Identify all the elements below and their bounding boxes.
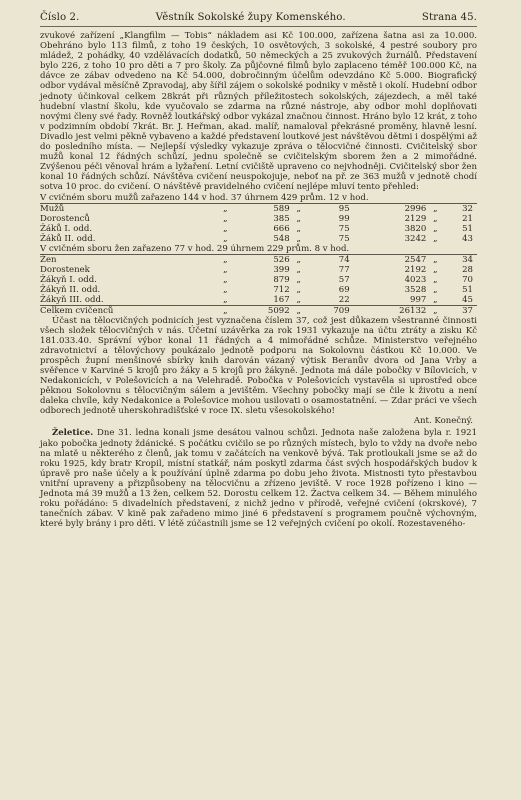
men-row bbox=[40, 224, 477, 234]
women-row bbox=[40, 254, 477, 265]
women-rows bbox=[40, 254, 477, 305]
women-row bbox=[40, 275, 477, 285]
total-label: Celkem cvičenců bbox=[40, 305, 220, 316]
quote-mark: „ bbox=[296, 203, 301, 214]
quote-mark: „ bbox=[296, 213, 301, 224]
quote-mark: „ bbox=[296, 294, 301, 305]
quote-mark: „ bbox=[430, 305, 440, 316]
value-b: 75 bbox=[338, 233, 350, 244]
quote-mark: „ bbox=[433, 213, 438, 224]
value-d: 45 bbox=[462, 294, 473, 305]
page-number: Strana 45. bbox=[421, 12, 477, 23]
women-row bbox=[40, 265, 477, 275]
men-heading: V cvičném sboru mužů zařazeno 144 v hod. 37 úhrnem 429 prům. 12 v hod. bbox=[40, 193, 477, 204]
value-a: 589 bbox=[273, 203, 290, 214]
value-d: 43 bbox=[462, 233, 473, 244]
quote-mark: „ bbox=[223, 254, 228, 265]
quote-mark: „ bbox=[223, 213, 228, 224]
quote-mark: „ bbox=[296, 284, 301, 295]
zeletice-title: Želetice. bbox=[52, 428, 94, 439]
row-label: Dorostenců bbox=[40, 213, 90, 224]
value-a: 385 bbox=[273, 213, 290, 224]
issue-number: Číslo 2. bbox=[40, 12, 80, 23]
value-b: 77 bbox=[338, 264, 350, 275]
men-row bbox=[40, 214, 477, 224]
value-c: 2129 bbox=[404, 213, 427, 224]
row-label: Mužů bbox=[40, 203, 65, 214]
quote-mark: „ bbox=[220, 305, 230, 316]
men-heading-row bbox=[40, 193, 477, 204]
value-c: 2996 bbox=[404, 203, 427, 214]
quote-mark: „ bbox=[223, 284, 228, 295]
value-c: 3528 bbox=[404, 284, 427, 295]
row-label: Žákyň III. odd. bbox=[40, 294, 104, 305]
value-b: 57 bbox=[338, 274, 350, 285]
value-a: 712 bbox=[273, 284, 290, 295]
row-label: Dorostenek bbox=[40, 264, 90, 275]
women-row bbox=[40, 285, 477, 295]
zeletice-text: Dne 31. ledna konali jsme desátou valnou schůzi. Jednota naše založena byla r. 1921 jako pobočka jednoty ždánické. S počátku cvičilo se po různých místech, bylo to vždy na dvoře nebo na mlatě u některého z členů, jak tomu v začátcích na venkově bývá. Tak protloukali jsme se až do roku 1925, kdy bratr Kropil, místní statkář, nám poskytl zdarma část svých hospodářských budov k úpravě pro naše účely a k používání úplně zdarma po dobu jeho života. Mistnosti tyto přestavbou vnitřní upraveny a přizpůsobeny na tělocvičnu a zřízeno jeviště. V roce 1928 pořízeno i kino — Jednota má 39 mužů a 13 žen, celkem 52. Dorostu celkem 12. Žactva celkem 34. — Během minulého roku pořádáno: 5 divadelních představení, z nichž jedno v přírodě, veřejné cvičení (okrskové), 7 tanečních zábav. V kině pak zařadeno mimo jiné 6 představení s programem poučně výchovným, které byly brány i pro děti. V létě zúčastnili jsme se 12 veřejných cvičení po okolí. Rozestaveného- bbox=[40, 428, 478, 530]
men-rows bbox=[40, 203, 477, 244]
men-row bbox=[40, 203, 477, 214]
quote-mark: „ bbox=[433, 294, 438, 305]
quote-mark: „ bbox=[433, 203, 438, 214]
quote-mark: „ bbox=[223, 223, 228, 234]
value-c: 997 bbox=[410, 294, 427, 305]
total-row bbox=[40, 305, 477, 316]
quote-mark: „ bbox=[433, 274, 438, 285]
value-b: 75 bbox=[338, 223, 350, 234]
value-b: 69 bbox=[338, 284, 350, 295]
quote-mark: „ bbox=[296, 254, 301, 265]
value-b: 74 bbox=[338, 254, 350, 265]
value-a: 399 bbox=[273, 264, 290, 275]
value-a: 167 bbox=[273, 294, 290, 305]
quote-mark: „ bbox=[296, 223, 301, 234]
intro-paragraph: zvukové zařízení „Klangfilm — Tobis“ nákladem asi Kč 100.000, zařízena šatna asi za 10.000. Obehráno bylo 113 filmů, z toho 19 českých, 10 osvětových, 3 sokolské, 4 pestré soubory pro mládež, 2 pohádky, 40 vzdělávacích dodatků, 50 německých a 25 zvukových žurnálů. Představení bylo 226, z toho 10 pro děti a 7 pro školy. Za půjčovné filmů bylo zaplaceno téměř 100.000 Kč, na dávce ze zábav odvedeno na Kč 54.000, dobročinným účelům odevzdáno Kč 5.000. Biografický odbor vydával měsíčně Zpravodaj, aby šířil zájem o sokolské podniky v městě i okolí. Hudební odbor jednoty účinkoval celkem 28krát při různých příležitostech sokolských, zájezdech, a měl také hudební vlastní školu, kde vyučovalo se zdarma na různé nástroje, aby odbor mohl doplňovati novými členy své řady. Rovněž loutkářský odbor vykázal značnou činnost. Hráno bylo 12 krát, z toho v podzimním období 7krát. Br. J. Heřman, akad. malíř, namaloval překrásné proměny, hlavně lesní. Divadlo jest velmi pěkně vybaveno a každé představení loutkové jest návštěvou dětmi i dospělými až do posledního místa. — Nejlepší výsledky vykazuje zpráva o tělocvičné činnosti. Cvičitelský sbor mužů konal 12 řádných schůzí, jednu společně se cvičitelským sborem žen a 2 mimořádné. Zvýšenou péči věnoval hrám a lyžaření. Letní cvičiště upraveno co nejvhodněji. Cvičitelský sbor žen konal 10 řádných schůzí. Návštěva cvičení neuspokojuje, neboť na př. ze 363 mužů v jednotě chodí sotva 10 proc. do cvičení. O návštěvě pravidelného cvičení nejlépe mluví tento přehled: bbox=[40, 31, 477, 193]
row-label: Žáků I. odd. bbox=[40, 223, 93, 234]
value-c: 2547 bbox=[404, 254, 427, 265]
quote-mark: „ bbox=[433, 264, 438, 275]
quote-mark: „ bbox=[296, 264, 301, 275]
signature: Ant. Konečný. bbox=[413, 416, 473, 427]
quote-mark: „ bbox=[223, 294, 228, 305]
attendance-table bbox=[40, 193, 477, 316]
value-a: 879 bbox=[273, 274, 290, 285]
women-row bbox=[40, 295, 477, 306]
value-d: 51 bbox=[462, 223, 473, 234]
row-label: Žákyň II. odd. bbox=[40, 284, 101, 295]
value-c: 3242 bbox=[404, 233, 427, 244]
value-c: 3820 bbox=[404, 223, 427, 234]
value-d: 21 bbox=[462, 213, 473, 224]
quote-mark: „ bbox=[433, 223, 438, 234]
value-d: 51 bbox=[462, 284, 473, 295]
quote-mark: „ bbox=[433, 284, 438, 295]
row-label: Žáků II. odd. bbox=[40, 233, 96, 244]
men-row bbox=[40, 234, 477, 244]
total-d: 37 bbox=[440, 305, 477, 316]
journal-title: Věstník Sokolské župy Komenského. bbox=[155, 12, 346, 23]
quote-mark: „ bbox=[433, 233, 438, 244]
value-a: 666 bbox=[273, 223, 290, 234]
row-label: Žen bbox=[40, 254, 57, 265]
zeletice-paragraph bbox=[40, 428, 477, 529]
quote-mark: „ bbox=[223, 274, 228, 285]
value-d: 70 bbox=[462, 274, 473, 285]
page-header bbox=[40, 12, 477, 27]
quote-mark: „ bbox=[223, 203, 228, 214]
total-a: 5092 bbox=[230, 305, 293, 316]
value-d: 32 bbox=[462, 203, 473, 214]
quote-mark: „ bbox=[296, 274, 301, 285]
value-c: 2192 bbox=[404, 264, 427, 275]
value-b: 95 bbox=[338, 203, 350, 214]
quote-mark: „ bbox=[223, 264, 228, 275]
value-a: 526 bbox=[273, 254, 290, 265]
women-heading: V cvičném sboru žen zařazeno 77 v hod. 29 úhrnem 229 prům. 8 v hod. bbox=[40, 244, 477, 255]
value-b: 22 bbox=[338, 294, 350, 305]
value-c: 4023 bbox=[404, 274, 427, 285]
row-label: Žákyň I. odd. bbox=[40, 274, 97, 285]
value-b: 99 bbox=[338, 213, 350, 224]
value-d: 28 bbox=[462, 264, 473, 275]
total-b: 709 bbox=[304, 305, 354, 316]
quote-mark: „ bbox=[294, 305, 304, 316]
quote-mark: „ bbox=[223, 233, 228, 244]
women-heading-row bbox=[40, 244, 477, 255]
value-a: 548 bbox=[273, 233, 290, 244]
total-c: 26132 bbox=[354, 305, 431, 316]
quote-mark: „ bbox=[296, 233, 301, 244]
after-table-paragraph: Účast na tělocvičných podnicích jest vyznačena číslem 37, což jest důkazem všestranné činnosti všech složek tělocvičných v nás. Účetní uzávěrka za rok 1931 vykazuje na účtu ztráty a zisku Kč 181.033.40. Správní výbor konal 11 řádných a 4 mimořádné schůze. Ministerstvo veřejného zdravotnictví a tělovýchovy poukázalo jednotě podporu na Sokolovnu částkou Kč 10.000. Ve prospěch župní menšinové sbírky knih darován vázaný výtisk Beranův dvora od Jana Vrby a svěřence v Karviné 5 krojů pro žáky a 5 krojů pro žákyně. Jednota má dále pobočky v Bílovicích, v Nedakonicích, v Polešovicích a na Velehradě. Pobočka v Polešovicích vystavěla si uprostřed obce pěknou Sokolovnu s tělocvičným sálem a jevištěm. Všechny pobočky mají se čile k životu a není daleka chvíle, kdy Nedakonice a Polešovice mohou usilovati o osamostatnění. — Zdar práci ve všech odborech jednotě uherskohradišťské v roce IX. sletu všesokolského! bbox=[40, 315, 477, 417]
quote-mark: „ bbox=[433, 254, 438, 265]
value-d: 34 bbox=[462, 254, 473, 265]
